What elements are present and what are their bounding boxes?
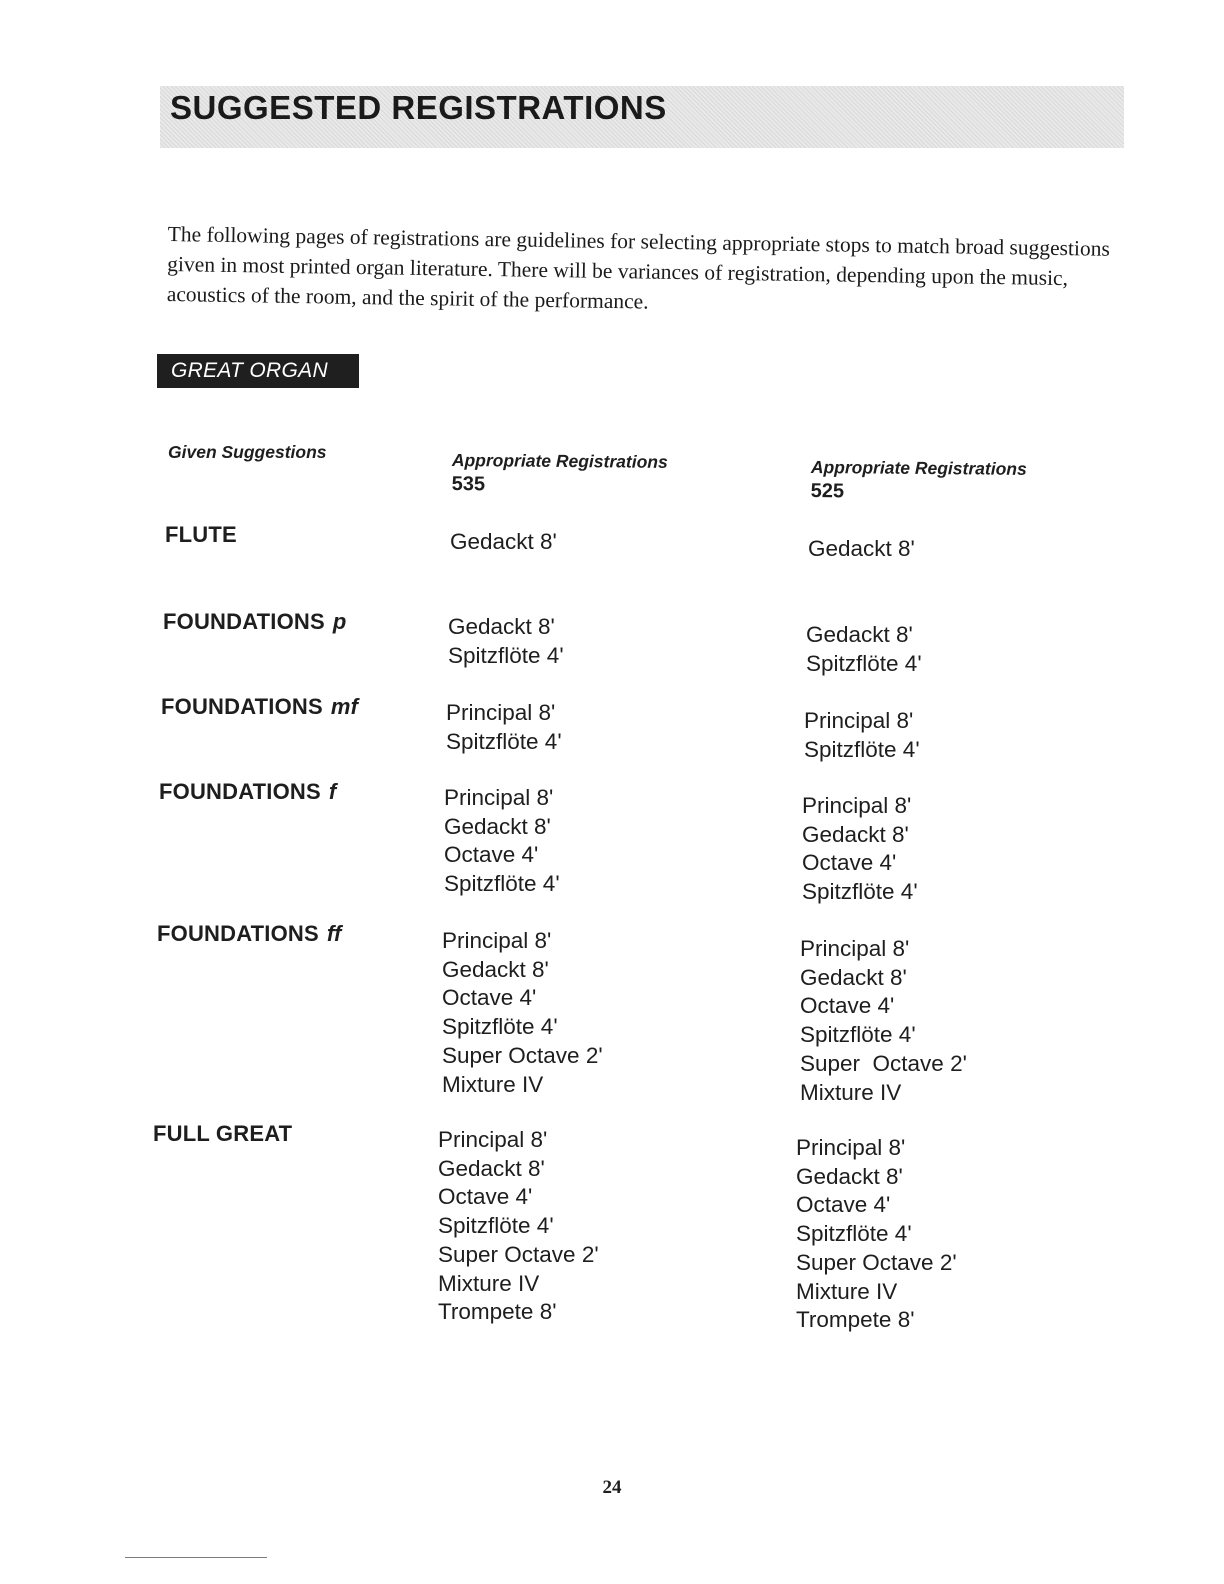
group-name: FOUNDATIONS [159, 779, 321, 804]
registrations-label-535: Appropriate Registrations [451, 449, 668, 472]
stop-item: Gedackt 8' [806, 622, 913, 647]
given-suggestions-label: Given Suggestions [168, 442, 327, 462]
stop-item: Spitzflöte 4' [804, 736, 920, 762]
model-number-525: 525 [810, 479, 845, 503]
stop-item: Mixture IV [800, 1079, 902, 1105]
stop-list-525 [808, 535, 915, 564]
stop-item: Principal 8' [442, 928, 552, 953]
group-name: FOUNDATIONS [161, 694, 323, 719]
group-name: FULL GREAT [153, 1121, 293, 1146]
page-title: SUGGESTED REGISTRATIONS [170, 89, 667, 126]
stop-item: Octave 4' [438, 1184, 533, 1210]
group-name: FOUNDATIONS [157, 921, 319, 946]
stop-list-535 [438, 1126, 599, 1327]
group-label [165, 522, 237, 548]
group-name: FLUTE [165, 522, 237, 547]
stop-item: Principal 8' [446, 700, 556, 725]
dynamic-marking: ff [326, 921, 342, 946]
stop-item: Principal 8' [796, 1135, 906, 1160]
stop-item: Octave 4' [796, 1192, 891, 1218]
stop-item: Mixture IV [438, 1270, 540, 1296]
stop-item: Mixture IV [442, 1071, 544, 1097]
stop-item: Octave 4' [442, 985, 537, 1011]
dynamic-marking: f [328, 779, 337, 804]
section-tag-great-organ: GREAT ORGAN [157, 354, 359, 388]
stop-item: Spitzflöte 4' [800, 1022, 916, 1048]
stop-list-535 [450, 528, 557, 557]
stop-item: Gedackt 8' [800, 964, 907, 990]
stop-item: Gedackt 8' [444, 813, 551, 839]
column-header-525 [811, 455, 1027, 505]
stop-item: Spitzflöte 4' [806, 650, 922, 676]
stop-item: Gedackt 8' [442, 956, 549, 982]
stop-list-535 [446, 699, 562, 756]
stop-list-525 [800, 935, 967, 1107]
stop-list-535 [442, 927, 603, 1099]
stop-item: Spitzflöte 4' [446, 728, 562, 754]
stop-list-525 [796, 1134, 957, 1335]
stop-item: Gedackt 8' [450, 529, 557, 554]
intro-paragraph: The following pages of registrations are guidelines for selecting appropriate stops to match broad suggestions given in most printed organ literature. There will be variances of registration, depending upon the music, acoustics of the room, and the spirit of the performance. [166, 221, 1111, 314]
stop-item: Trompete 8' [796, 1307, 915, 1333]
stop-item: Mixture IV [796, 1278, 898, 1304]
stop-item: Spitzflöte 4' [796, 1221, 912, 1247]
group-label [163, 609, 347, 635]
stop-item: Super Octave 2' [438, 1241, 599, 1267]
stop-item: Gedackt 8' [808, 536, 915, 561]
stop-item: Spitzflöte 4' [802, 879, 918, 905]
group-label [161, 694, 358, 720]
stop-item: Principal 8' [804, 708, 914, 733]
stop-item: Spitzflöte 4' [438, 1213, 554, 1239]
stop-item: Principal 8' [444, 785, 554, 810]
stop-item: Principal 8' [802, 793, 912, 818]
stop-item: Principal 8' [438, 1127, 548, 1152]
page-number: 24 [602, 1477, 622, 1498]
stop-item: Gedackt 8' [796, 1163, 903, 1189]
stop-item: Octave 4' [802, 850, 897, 876]
stop-item: Principal 8' [800, 936, 910, 961]
stop-list-525 [806, 621, 922, 678]
stop-item: Gedackt 8' [802, 821, 909, 847]
stop-item: Octave 4' [800, 993, 895, 1019]
model-number-535: 535 [451, 472, 486, 496]
stop-list-535 [444, 784, 560, 899]
stop-item: Spitzflöte 4' [444, 871, 560, 897]
stop-item: Gedackt 8' [448, 614, 555, 639]
title-banner [160, 86, 1124, 148]
stop-item: Spitzflöte 4' [448, 642, 564, 668]
stop-item: Spitzflöte 4' [442, 1014, 558, 1040]
stop-item: Gedackt 8' [438, 1155, 545, 1181]
dynamic-marking: p [332, 609, 347, 634]
column-header-535 [452, 448, 668, 498]
stop-item: Super Octave 2' [442, 1042, 603, 1068]
footer-rule [125, 1557, 267, 1558]
stop-item: Super Octave 2' [800, 1050, 967, 1076]
group-label [153, 1121, 292, 1147]
stop-item: Super Octave 2' [796, 1249, 957, 1275]
stop-list-525 [804, 707, 920, 764]
column-header-given [168, 440, 327, 464]
registrations-label-525: Appropriate Registrations [810, 456, 1027, 479]
group-label [157, 921, 342, 947]
stop-item: Octave 4' [444, 842, 539, 868]
group-label [159, 779, 336, 805]
group-name: FOUNDATIONS [163, 609, 325, 634]
stop-list-535 [448, 613, 564, 670]
stop-item: Trompete 8' [438, 1299, 557, 1325]
dynamic-marking: mf [330, 694, 359, 719]
stop-list-525 [802, 792, 918, 907]
